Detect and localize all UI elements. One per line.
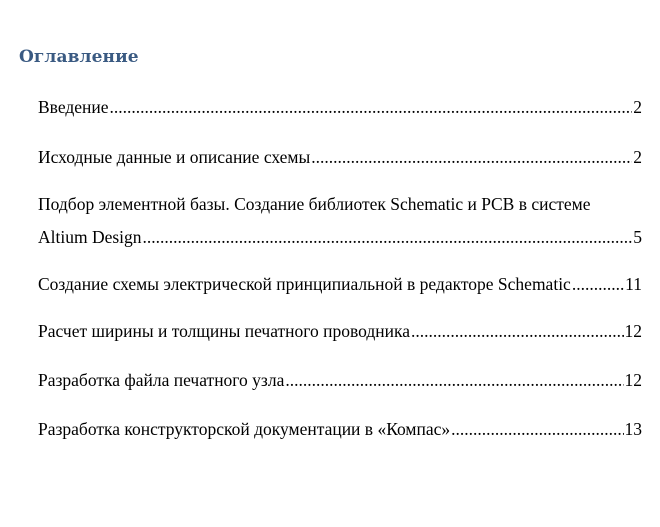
toc-entry-page: 11 xyxy=(625,274,642,294)
toc-entry-component-selection[interactable] xyxy=(38,194,642,247)
toc-entry-documentation[interactable] xyxy=(38,419,642,439)
toc-entry-pcb-file[interactable] xyxy=(38,370,642,390)
dot-leader xyxy=(451,419,623,439)
dot-leader xyxy=(411,321,623,341)
dot-leader xyxy=(110,97,633,117)
dot-leader xyxy=(143,227,633,247)
toc-heading: Оглавление xyxy=(19,47,139,67)
dot-leader xyxy=(311,147,632,167)
toc-entry-schematic[interactable] xyxy=(38,274,642,294)
toc-entry-title: Исходные данные и описание схемы xyxy=(38,147,311,167)
toc-entry-page: 2 xyxy=(633,147,642,167)
toc-entry-page: 12 xyxy=(624,321,642,341)
toc-entry-page: 12 xyxy=(624,370,642,390)
toc-entry-page: 13 xyxy=(624,419,642,439)
toc-entry-title: Разработка файла печатного узла xyxy=(38,370,285,390)
toc-entry-page: 2 xyxy=(633,97,642,117)
toc-entry-introduction[interactable] xyxy=(38,97,642,117)
toc-entry-title: Введение xyxy=(38,97,109,117)
toc-entry-title-line1: Подбор элементной базы. Создание библиотек Schematic и PCB в системе xyxy=(38,194,591,214)
toc-entry-title: Расчет ширины и толщины печатного проводника xyxy=(38,321,411,341)
toc-entry-trace-width[interactable] xyxy=(38,321,642,341)
toc-entry-page: 5 xyxy=(633,227,642,247)
dot-leader xyxy=(572,274,624,294)
dot-leader xyxy=(285,370,623,390)
toc-entry-title: Разработка конструкторской документации в «Компас» xyxy=(38,419,451,439)
toc-entry-title: Создание схемы электрической принципиальной в редакторе Schematic xyxy=(38,274,571,294)
toc-entry-title: Altium Design xyxy=(38,227,142,247)
toc-entry-source-data[interactable] xyxy=(38,147,642,167)
